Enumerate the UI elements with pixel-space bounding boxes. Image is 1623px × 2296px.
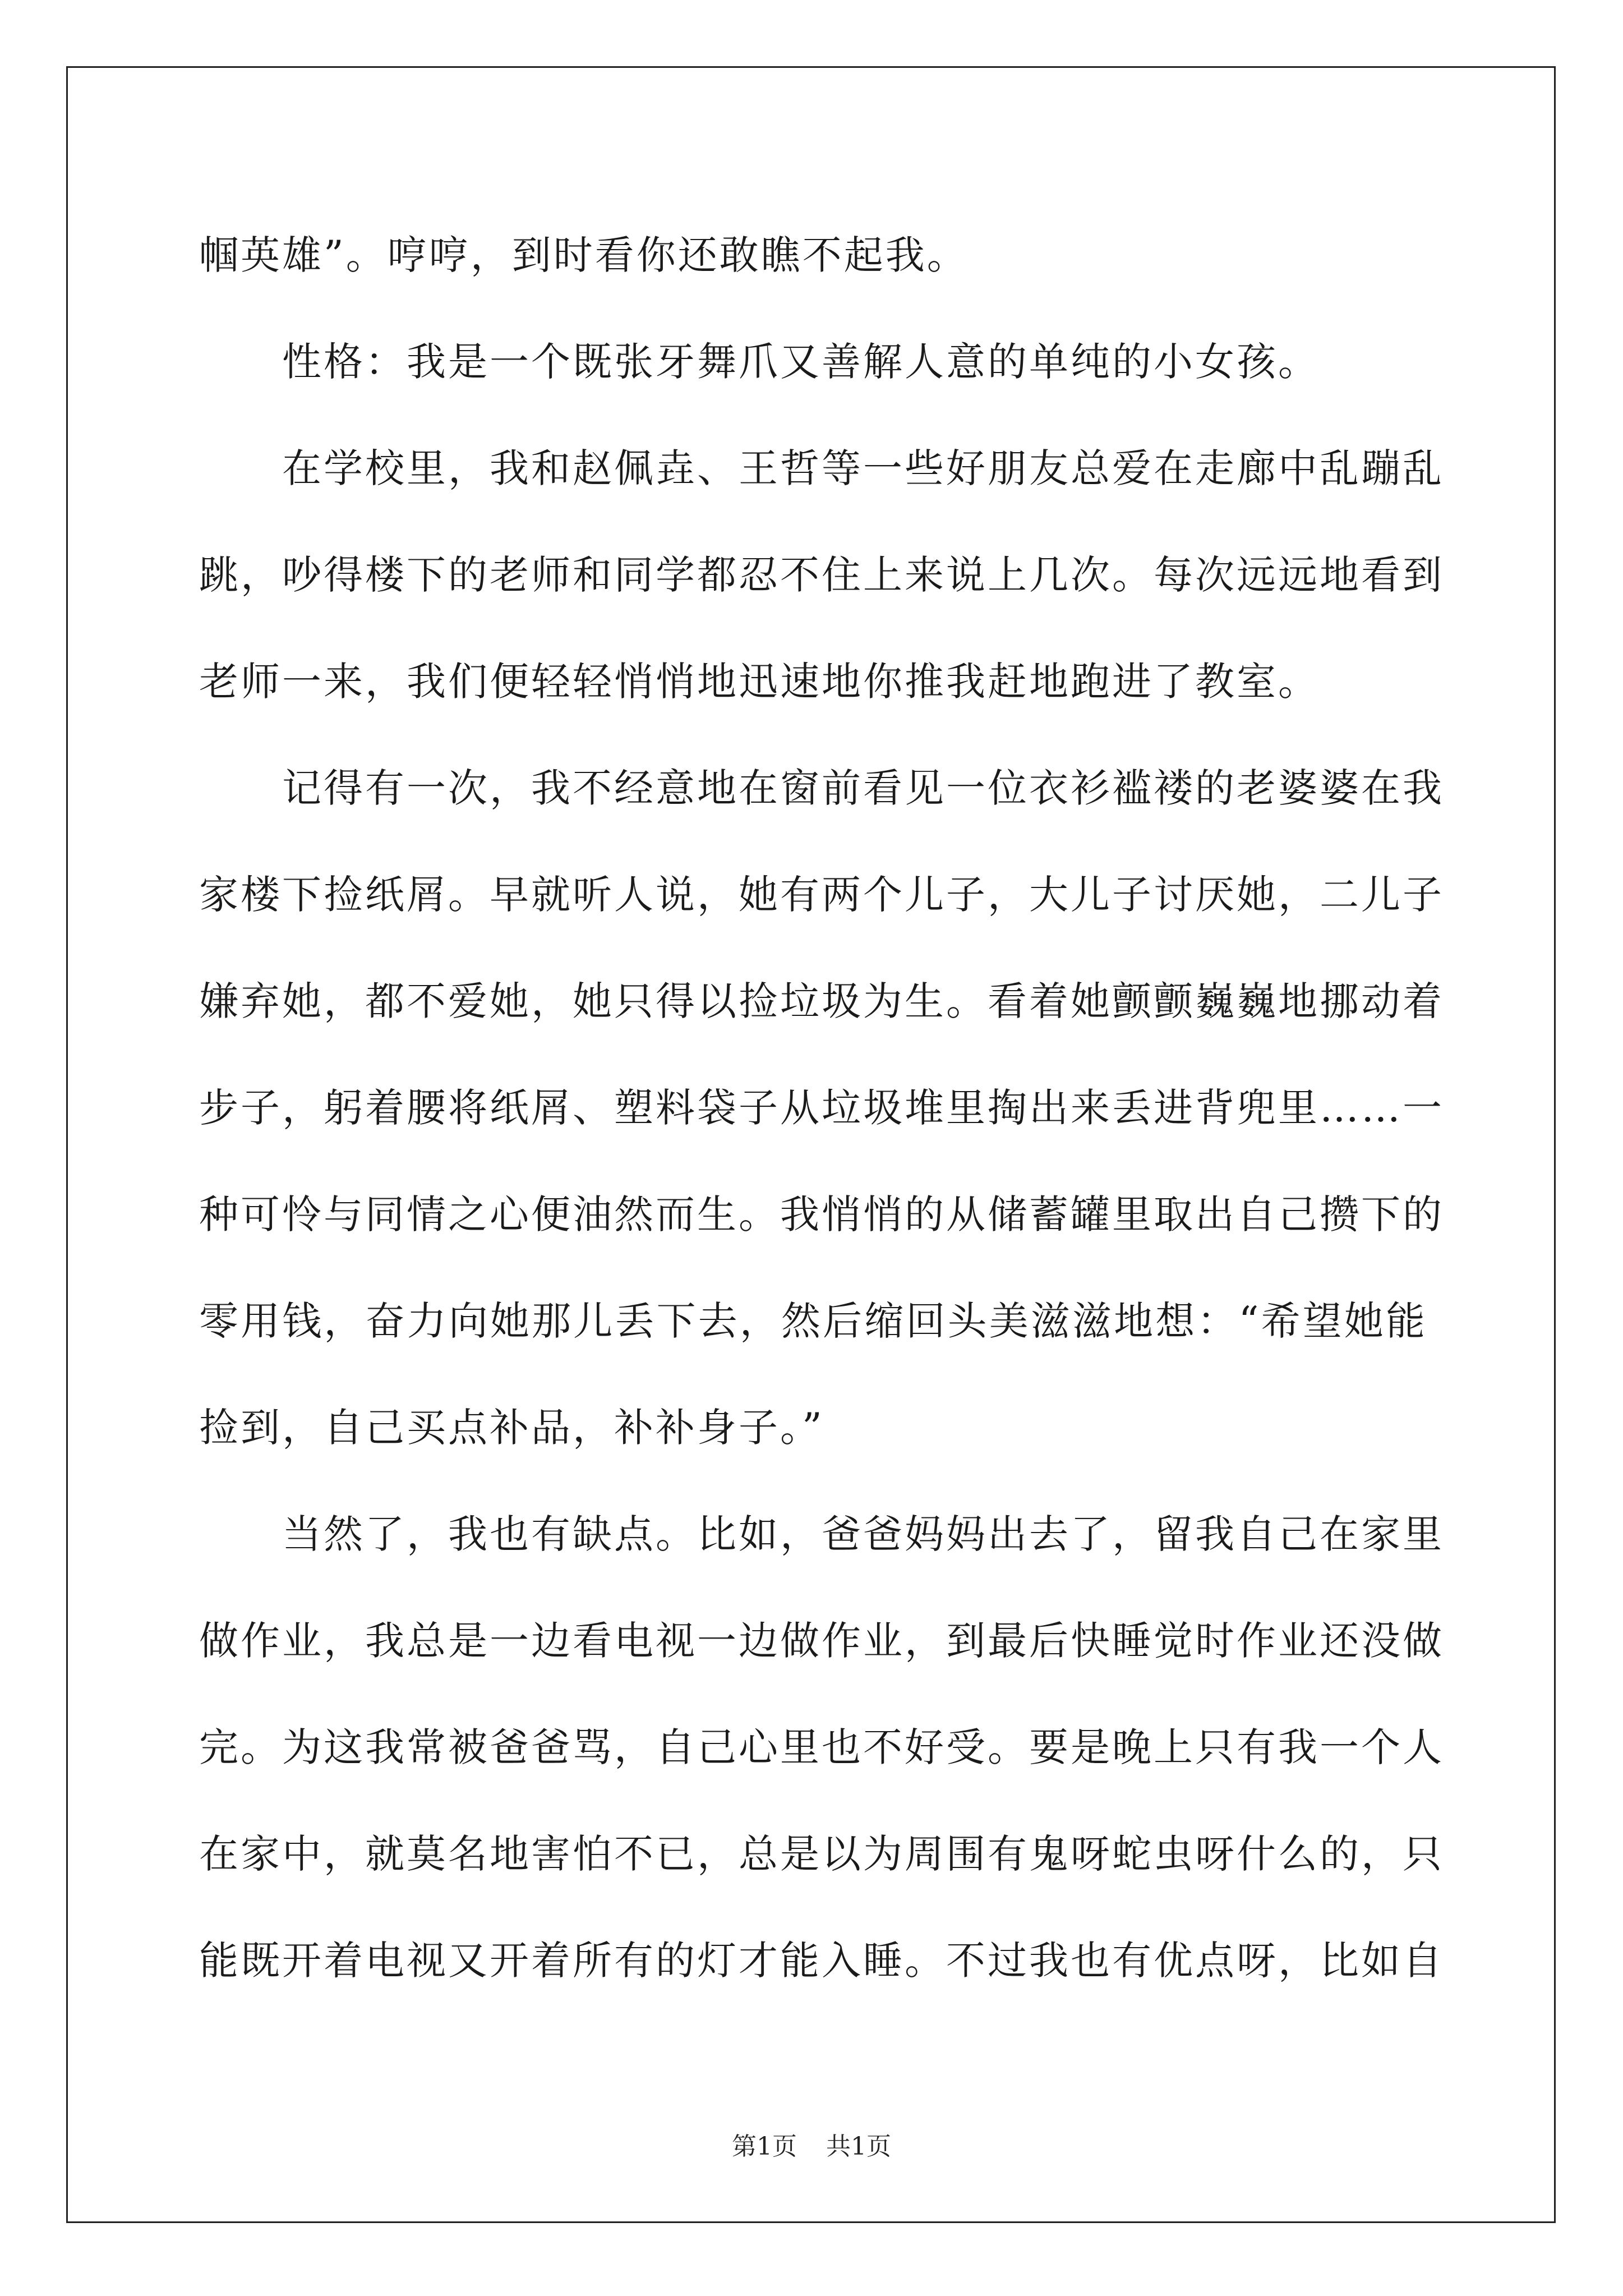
text-line: 性格：我是一个既张牙舞爪又善解人意的单纯的小女孩。 <box>282 339 1320 385</box>
text-line: 帼英雄”。哼哼，到时看你还敢瞧不起我。 <box>199 232 969 278</box>
page-footer <box>0 2126 1623 2162</box>
text-line: 零用钱，奋力向她那儿丢下去，然后缩回头美滋滋地想：“希望她能 <box>199 1298 1427 1344</box>
text-line: 记得有一次，我不经意地在窗前看见一位衣衫褴褛的老婆婆在我 <box>282 765 1444 811</box>
paragraph <box>199 1481 1444 2014</box>
text-line: 在学校里，我和赵佩垚、王哲等一些好朋友总爱在走廊中乱蹦乱 <box>282 445 1444 491</box>
text-line: 在家中，就莫名地害怕不已，总是以为周围有鬼呀蛇虫呀什么的，只 <box>199 1831 1444 1877</box>
page-total: 共1页 <box>826 2132 891 2161</box>
page-number: 第1页 <box>732 2132 797 2161</box>
paragraph <box>199 309 1427 415</box>
text-line: 老师一来，我们便轻轻悄悄地迅速地你推我赶地跑进了教室。 <box>199 659 1320 705</box>
text-line: 捡到，自己买点补品，补补身子。” <box>199 1405 824 1451</box>
text-line: 嫌弃她，都不爱她，她只得以捡垃圾为生。看着她颤颤巍巍地挪动着 <box>199 978 1444 1024</box>
text-line: 完。为这我常被爸爸骂，自己心里也不好受。要是晚上只有我一个人 <box>199 1724 1444 1770</box>
text-line: 种可怜与同情之心便油然而生。我悄悄的从储蓄罐里取出自己攒下的 <box>199 1191 1444 1237</box>
paragraph <box>199 415 1444 735</box>
text-line: 做作业，我总是一边看电视一边做作业，到最后快睡觉时作业还没做 <box>199 1618 1444 1664</box>
text-line: 家楼下捡纸屑。早就听人说，她有两个儿子，大儿子讨厌她，二儿子 <box>199 872 1444 918</box>
paragraph <box>199 202 1427 309</box>
document-body <box>199 202 1444 2014</box>
text-line: 能既开着电视又开着所有的灯才能入睡。不过我也有优点呀，比如自 <box>199 1938 1444 1984</box>
paragraph <box>199 735 1444 1481</box>
text-line: 步子，躬着腰将纸屑、塑料袋子从垃圾堆里掏出来丢进背兜里……一 <box>199 1085 1444 1131</box>
text-line: 当然了，我也有缺点。比如，爸爸妈妈出去了，留我自己在家里 <box>282 1511 1444 1557</box>
text-line: 跳，吵得楼下的老师和同学都忍不住上来说上几次。每次远远地看到 <box>199 552 1444 598</box>
